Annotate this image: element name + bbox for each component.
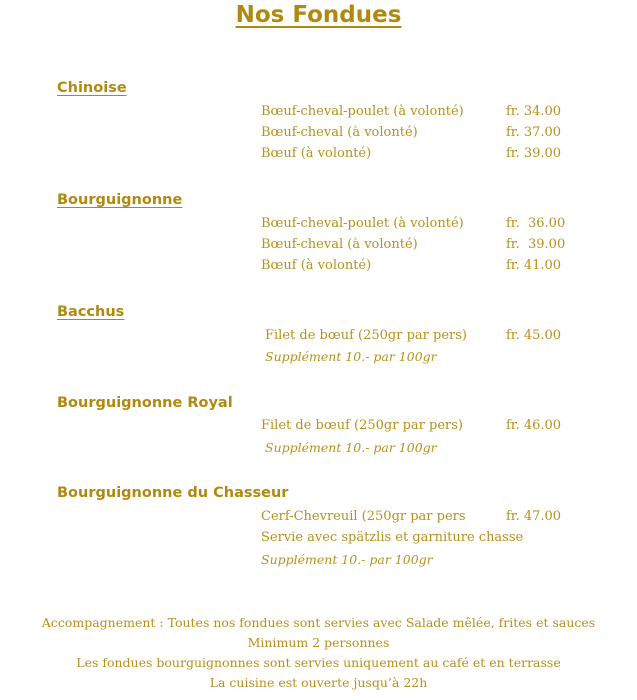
item-description: Bœuf-cheval (à volonté) xyxy=(261,125,418,140)
item-price: fr. 39.00 xyxy=(506,237,566,252)
supplement-note: Supplément 10.- par 100gr xyxy=(265,349,437,364)
item-price: fr. 41.00 xyxy=(506,258,562,273)
item-description: Bœuf-cheval-poulet (à volonté) xyxy=(261,216,464,231)
section-title-bourguignonne-du-chasseur: Bourguignonne du Chasseur xyxy=(57,485,289,501)
item-description: Filet de bœuf (250gr par pers) xyxy=(265,328,467,343)
item-description: Cerf-Chevreuil (250gr par pers xyxy=(261,509,466,524)
section-title-bacchus: Bacchus xyxy=(57,304,125,320)
footer-kitchen-hours: La cuisine est ouverte jusqu’à 22h xyxy=(209,675,428,690)
supplement-note: Supplément 10.- par 100gr xyxy=(265,440,437,455)
footer-service-area: Les fondues bourguignonnes sont servies uniquement au café et en terrasse xyxy=(76,655,561,670)
item-price: fr. 46.00 xyxy=(506,418,562,433)
section-title-chinoise: Chinoise xyxy=(57,80,127,96)
item-description: Bœuf (à volonté) xyxy=(261,146,372,161)
section-title-bourguignonne: Bourguignonne xyxy=(57,192,183,208)
supplement-note: Supplément 10.- par 100gr xyxy=(261,552,433,567)
item-price: fr. 37.00 xyxy=(506,125,562,140)
item-price: fr. 45.00 xyxy=(506,328,562,343)
page-title: Nos Fondues xyxy=(235,2,402,28)
footer-minimum: Minimum 2 personnes xyxy=(247,635,390,650)
item-description: Bœuf-cheval (à volonté) xyxy=(261,237,418,252)
item-price: fr. 47.00 xyxy=(506,509,562,524)
item-description: Bœuf-cheval-poulet (à volonté) xyxy=(261,104,464,119)
item-price: fr. 39.00 xyxy=(506,146,562,161)
item-description: Filet de bœuf (250gr par pers) xyxy=(261,418,463,433)
item-description: Bœuf (à volonté) xyxy=(261,258,372,273)
section-title-bourguignonne-royal: Bourguignonne Royal xyxy=(57,395,233,411)
item-price: fr. 34.00 xyxy=(506,104,562,119)
footer-accompaniment: Accompagnement : Toutes nos fondues sont servies avec Salade mêlée, frites et sauces xyxy=(41,615,596,630)
item-side-note: Servie avec spätzlis et garniture chasse xyxy=(261,530,524,545)
item-price: fr. 36.00 xyxy=(506,216,566,231)
